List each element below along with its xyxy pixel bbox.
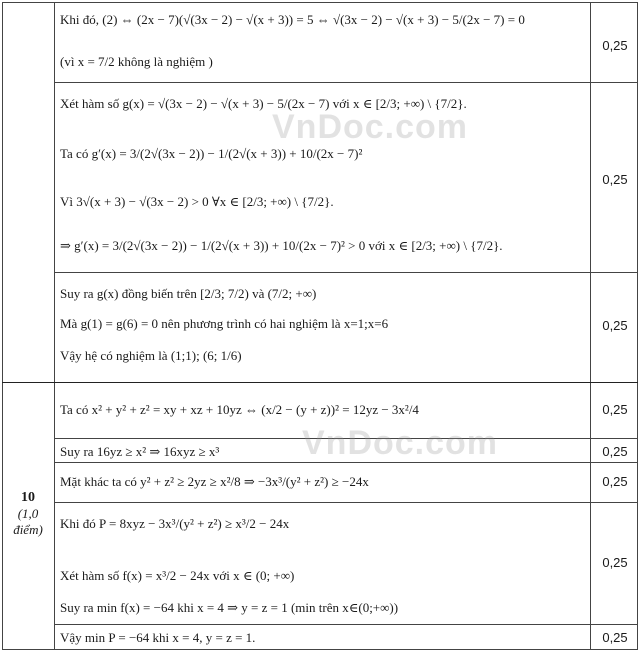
score-cell: 0,25 <box>602 474 628 489</box>
solution-line: Suy ra 16yz ≥ x² ⇒ 16xyz ≥ x³ <box>60 444 220 459</box>
watermark: VnDoc.com <box>302 424 499 462</box>
score-cell: 0,25 <box>602 444 628 459</box>
table-border-top <box>2 2 638 3</box>
solution-line: (vì x = 7/2 không là nghiệm ) <box>60 54 213 69</box>
score-cell: 0,25 <box>602 555 628 570</box>
row-divider <box>54 624 638 625</box>
watermark: VnDoc.com <box>272 108 469 146</box>
solution-line: Ta có x² + y² + z² = xy + xz + 10yz ⇔ (x/2 − (y + z))² = 12yz − 3x²/4 <box>60 402 419 417</box>
question-number: 10 <box>21 490 35 505</box>
column-divider-score <box>590 2 591 650</box>
question-points: (1,0 <box>17 506 39 521</box>
solution-line: Vậy hệ có nghiệm là (1;1); (6; 1/6) <box>60 348 242 363</box>
question-unit: điểm) <box>13 522 43 537</box>
solution-line: Suy ra g(x) đồng biến trên [2/3; 7/2) và (7/2; +∞) <box>60 286 317 301</box>
table-border-bottom <box>2 649 638 650</box>
answer-table <box>2 2 638 650</box>
solution-line: Ta có g′(x) = 3/(2√(3x − 2)) − 1/(2√(x + 3)) + 10/(2x − 7)² <box>60 146 363 161</box>
row-divider <box>54 272 638 273</box>
solution-line: Mà g(1) = g(6) = 0 nên phương trình có hai nghiệm là x=1;x=6 <box>60 316 389 331</box>
score-cell: 0,25 <box>602 172 628 187</box>
score-cell: 0,25 <box>602 402 628 417</box>
question-divider <box>2 382 638 383</box>
solution-line: Vậy min P = −64 khi x = 4, y = z = 1. <box>60 630 256 645</box>
question-number-cell <box>2 490 54 538</box>
row-divider <box>54 82 638 83</box>
solution-line: ⇒ g′(x) = 3/(2√(3x − 2)) − 1/(2√(x + 3)) + 10/(2x − 7)² > 0 với x ∈ [2/3; +∞) \ {7/2}. <box>60 238 503 253</box>
score-cell: 0,25 <box>602 318 628 333</box>
score-cell: 0,25 <box>602 630 628 645</box>
row-divider <box>54 502 638 503</box>
solution-line: Suy ra min f(x) = −64 khi x = 4 ⇒ y = z = 1 (min trên x∈(0;+∞)) <box>60 600 399 615</box>
solution-line: Khi đó P = 8xyz − 3x³/(y² + z²) ≥ x³/2 − 24x <box>60 516 290 531</box>
solution-line: Khi đó, (2) ⇔ (2x − 7)(√(3x − 2) − √(x + 3)) = 5 ⇔ √(3x − 2) − √(x + 3) − 5/(2x − 7) = 0 <box>60 12 525 27</box>
solution-line: Mặt khác ta có y² + z² ≥ 2yz ≥ x²/8 ⇒ −3x³/(y² + z²) ≥ −24x <box>60 474 369 489</box>
solution-line: Xét hàm số g(x) = √(3x − 2) − √(x + 3) − 5/(2x − 7) với x ∈ [2/3; +∞) \ {7/2}. <box>60 96 467 111</box>
solution-line: Vì 3√(x + 3) − √(3x − 2) > 0 ∀x ∈ [2/3; +∞) \ {7/2}. <box>60 194 334 209</box>
score-cell: 0,25 <box>602 38 628 53</box>
table-border-left <box>2 2 3 650</box>
column-divider-question <box>54 2 55 650</box>
solution-line: Xét hàm số f(x) = x³/2 − 24x với x ∈ (0; +∞) <box>60 568 295 583</box>
